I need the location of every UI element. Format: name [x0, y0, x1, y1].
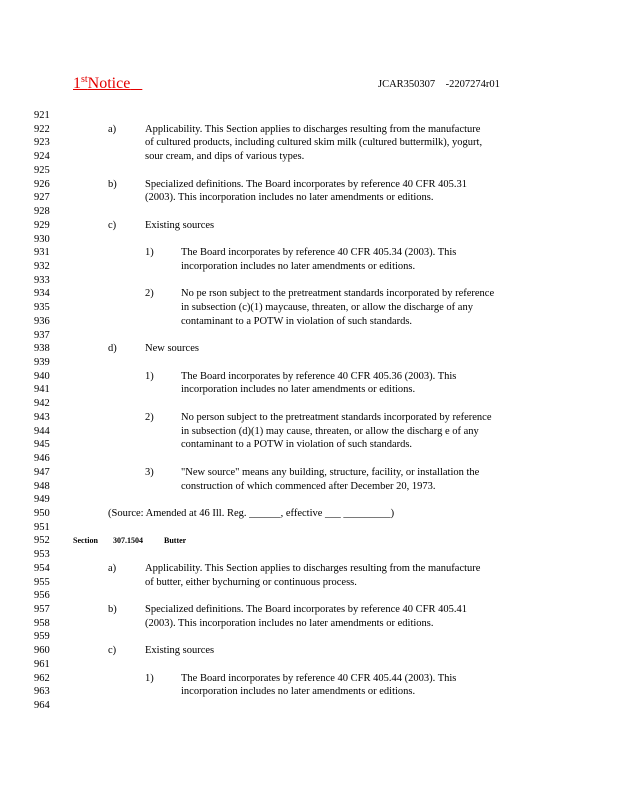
line-number: 947: [34, 466, 50, 478]
line-number: 952: [34, 535, 50, 547]
line-number: 943: [34, 411, 50, 423]
line-number: 921: [34, 110, 50, 121]
line-number: 964: [34, 700, 50, 711]
paragraph-label: 3): [145, 466, 154, 478]
notice-sup: st: [81, 74, 88, 85]
notice-prefix: 1: [73, 75, 81, 92]
paragraph-label: a): [108, 123, 117, 135]
paragraph-line: New sources: [145, 343, 199, 355]
line-number: 944: [34, 425, 50, 437]
line-number: 939: [34, 357, 50, 368]
paragraph-line: incorporation includes no later amendments or editions.: [181, 384, 416, 396]
line-number: 955: [34, 576, 50, 588]
line-number: 956: [34, 590, 50, 602]
section-title: Butter: [164, 536, 187, 546]
paragraph-line: sour cream, and dips of various types.: [145, 151, 305, 163]
line-number: 924: [34, 151, 50, 163]
paragraph-line: contaminant to a POTW in violation of such standards.: [181, 439, 413, 451]
line-number: 950: [34, 507, 50, 519]
line-number: 938: [34, 343, 50, 355]
paragraph-line: (2003). This incorporation includes no later amendments or editions.: [145, 617, 434, 629]
line-number: 961: [34, 658, 50, 670]
paragraph-line: in subsection (c)(1) maycause, threaten, or allow the discharge of any: [181, 302, 473, 314]
paragraph-line: The Board incorporates by reference 40 CFR 405.36 (2003). This: [181, 370, 457, 382]
line-number: 933: [34, 274, 50, 286]
paragraph-line: Applicability. This Section applies to discharges resulting from the manufacture: [145, 562, 481, 574]
paragraph-line: Existing sources: [145, 645, 215, 657]
paragraph-line: incorporation includes no later amendments or editions.: [181, 686, 416, 698]
line-number: 936: [34, 315, 50, 327]
paragraph-label: b): [108, 178, 117, 190]
paragraph-label: c): [108, 219, 117, 231]
line-number: 962: [34, 672, 50, 684]
line-number: 948: [34, 480, 50, 492]
line-number: 928: [34, 206, 50, 217]
paragraph-label: 1): [145, 370, 154, 382]
line-number: 941: [34, 384, 50, 396]
line-number: 923: [34, 137, 50, 149]
line-number: 963: [34, 686, 50, 698]
line-number: 957: [34, 604, 50, 615]
paragraph-label: a): [108, 562, 117, 574]
line-number: 927: [34, 192, 50, 204]
line-number: 958: [34, 617, 50, 629]
document-code: JCAR350307 -2207274r01: [378, 79, 500, 90]
line-number: 937: [34, 329, 50, 341]
line-number: 946: [34, 453, 50, 464]
paragraph-label: b): [108, 604, 117, 615]
paragraph-label: d): [108, 343, 117, 355]
line-number: 954: [34, 562, 50, 574]
paragraph-line: The Board incorporates by reference 40 CFR 405.44 (2003). This: [181, 672, 457, 684]
line-number: 929: [34, 219, 50, 231]
line-number: 931: [34, 247, 50, 259]
notice-word: Notice: [87, 75, 131, 92]
paragraph-line: construction of which commenced after December 20, 1973.: [181, 480, 436, 492]
line-number: 959: [34, 631, 50, 643]
line-number: 935: [34, 302, 50, 314]
paragraph-line: Specialized definitions. The Board incorporates by reference 40 CFR 405.41: [145, 604, 468, 615]
section-number: 307.1504: [113, 536, 143, 546]
paragraph-line: No pe rson subject to the pretreatment standards incorporated by reference: [181, 288, 495, 300]
paragraph-label: 1): [145, 672, 154, 684]
paragraph-line: No person subject to the pretreatment standards incorporated by reference: [181, 411, 492, 423]
line-number: 942: [34, 398, 50, 410]
paragraph-line: Applicability. This Section applies to discharges resulting from the manufacture: [145, 123, 481, 135]
line-number: 922: [34, 123, 50, 135]
line-number: 951: [34, 521, 50, 533]
line-number: 960: [34, 645, 50, 657]
line-number: 949: [34, 494, 50, 506]
notice-header: [73, 74, 142, 93]
line-number: 953: [34, 549, 50, 561]
line-number: 945: [34, 439, 50, 451]
section-word: Section: [73, 536, 98, 546]
paragraph-label: 2): [145, 288, 154, 300]
paragraph-line: Specialized definitions. The Board incorporates by reference 40 CFR 405.31: [145, 178, 468, 190]
line-number: 930: [34, 233, 50, 245]
paragraph-label: 1): [145, 247, 154, 259]
line-number: 934: [34, 288, 50, 300]
paragraph-line: incorporation includes no later amendments or editions.: [181, 260, 416, 272]
paragraph-line: of cultured products, including cultured skim milk (cultured buttermilk), yogurt,: [145, 137, 483, 149]
paragraph-line: contaminant to a POTW in violation of such standards.: [181, 315, 413, 327]
line-number: 925: [34, 164, 50, 176]
source-note: (Source: Amended at 46 Ill. Reg. ______, effective ___ _________): [108, 507, 395, 519]
paragraph-line: of butter, either bychurning or continuous process.: [145, 576, 357, 588]
paragraph-line: in subsection (d)(1) may cause, threaten, or allow the discharg e of any: [181, 425, 479, 437]
line-number: 940: [34, 370, 50, 382]
paragraph-label: c): [108, 645, 117, 657]
paragraph-line: "New source" means any building, structure, facility, or installation the: [181, 466, 480, 478]
paragraph-line: Existing sources: [145, 219, 215, 231]
line-number: 926: [34, 178, 50, 190]
paragraph-line: The Board incorporates by reference 40 CFR 405.34 (2003). This: [181, 247, 457, 259]
paragraph-line: (2003). This incorporation includes no later amendments or editions.: [145, 192, 434, 204]
paragraph-label: 2): [145, 411, 154, 423]
line-number: 932: [34, 260, 50, 272]
